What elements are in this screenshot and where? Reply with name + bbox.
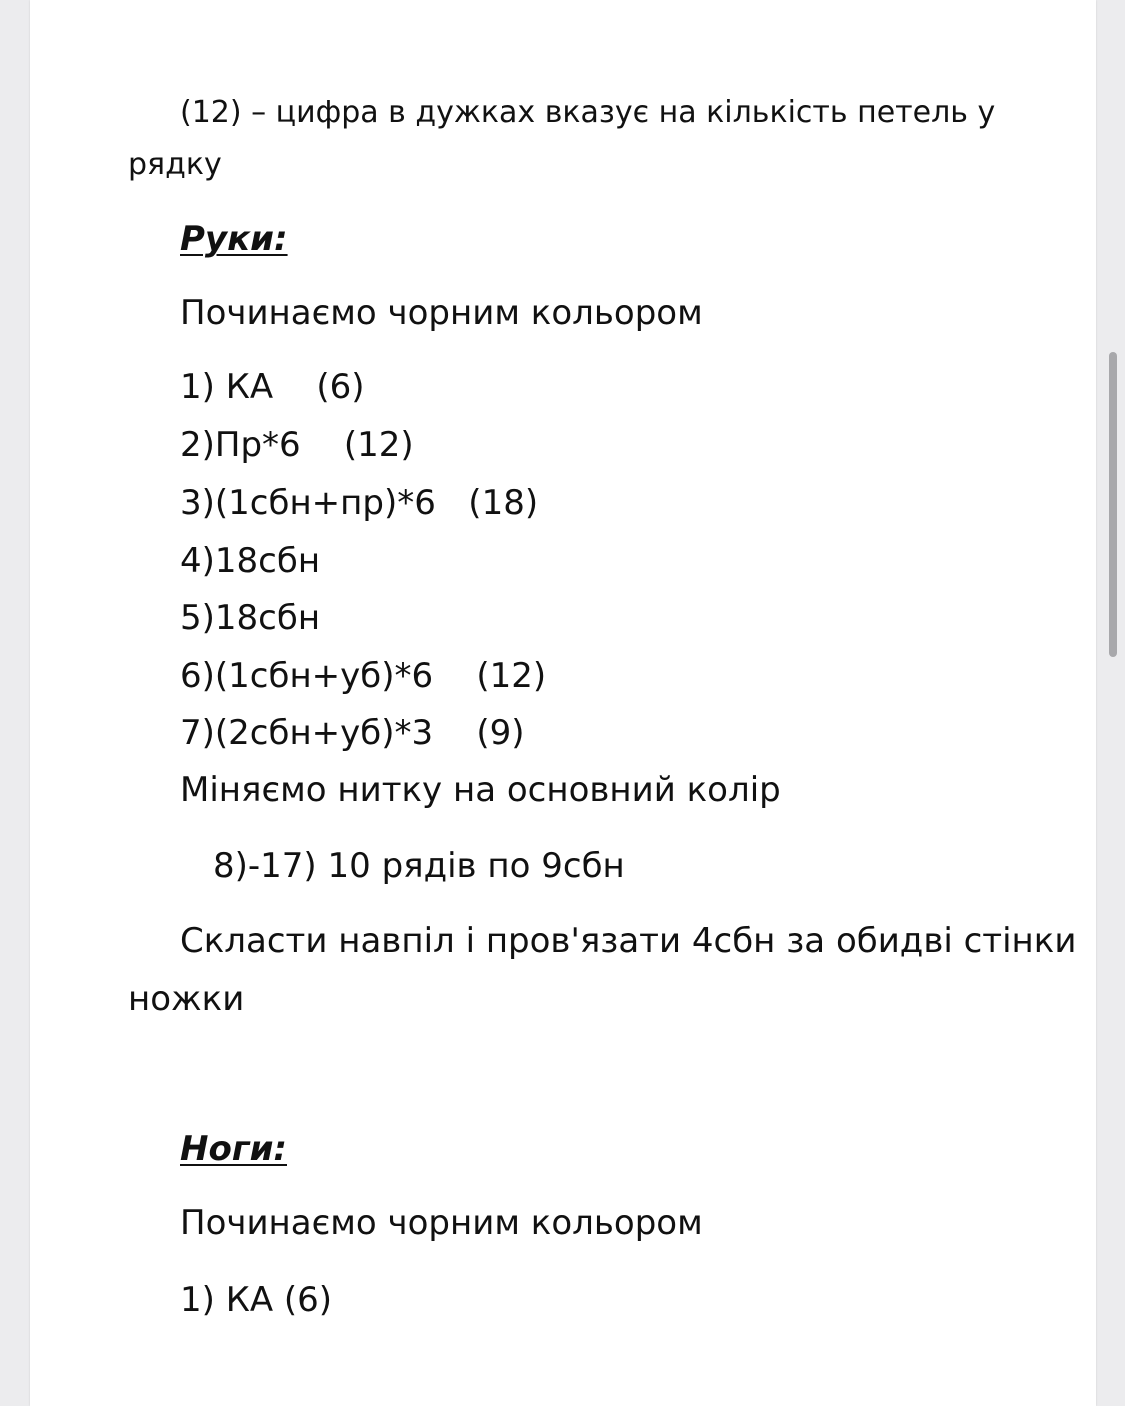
arms-row: 3)(1сбн+пр)*6 (18) [180, 483, 539, 523]
arms-row: 2)Пр*6 (12) [180, 425, 414, 465]
legs-start-color: Починаємо чорним кольором [180, 1203, 703, 1243]
arms-row: 5)18сбн [180, 598, 321, 638]
scrollbar-thumb[interactable] [1109, 352, 1117, 657]
arms-start-color: Починаємо чорним кольором [180, 293, 703, 333]
legs-heading: Ноги: [180, 1129, 287, 1169]
legs-row: 1) КА (6) [180, 1280, 333, 1320]
arms-row: 1) КА (6) [180, 367, 365, 407]
arms-change-color: Міняємо нитку на основний колір [180, 770, 781, 810]
arms-row: 6)(1сбн+уб)*6 (12) [180, 656, 547, 696]
intro-line-1: (12) – цифра в дужках вказує на кількість петель у [180, 95, 996, 130]
arms-row: 4)18сбн [180, 541, 321, 581]
arms-finish-line-2: ножки [128, 979, 245, 1019]
scrollbar-track[interactable] [1106, 0, 1125, 1406]
intro-line-2: рядку [128, 147, 222, 182]
document-page [30, 0, 1096, 1406]
arms-rows-8-17: 8)-17) 10 рядів по 9сбн [213, 846, 625, 886]
arms-finish-line-1: Скласти навпіл і пров'язати 4сбн за обидві стінки [180, 921, 1077, 961]
arms-row: 7)(2сбн+уб)*3 (9) [180, 713, 525, 753]
arms-heading: Руки: [180, 219, 288, 259]
